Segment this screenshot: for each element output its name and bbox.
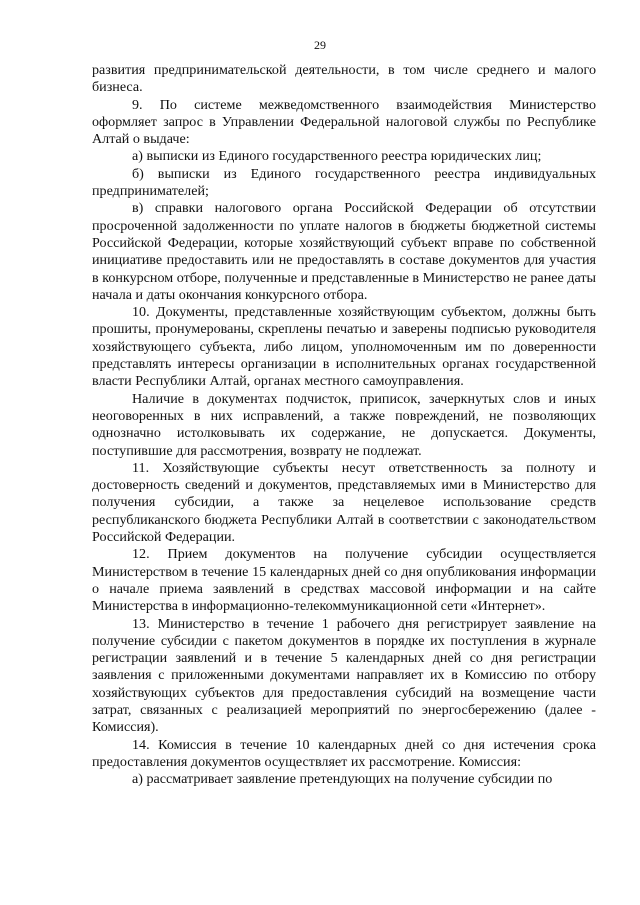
- paragraph-item-9: 9. По системе межведомственного взаимодействия Министерство оформляет запрос в Управлении Федеральной налоговой службы по Республике Алтай о выдаче:: [92, 96, 596, 148]
- paragraph-continuation: развития предпринимательской деятельности, в том числе среднего и малого бизнеса.: [92, 62, 596, 96]
- paragraph-item-14: 14. Комиссия в течение 10 календарных дней со дня истечения срока предоставления документов осуществляет их рассмотрение. Комиссия:: [92, 736, 596, 770]
- paragraph-subitem-a: а) выписки из Единого государственного реестра юридических лиц;: [132, 148, 542, 165]
- paragraph-item-11: 11. Хозяйствующие субъекты несут ответственность за полноту и достоверность сведений и документов, представляемых ими в Министерство для получения субсидии, а также за нецелевое использование средств республиканского бюджета Республики Алтай в соответствии с законодательством Российской Федерации.: [92, 459, 596, 546]
- paragraph-item-10-note: Наличие в документах подчисток, приписок, зачеркнутых слов и иных неоговоренных в них исправлений, а также повреждений, не позволяющих однозначно истолковывать их содержание, не допускается. Документы, поступившие для рассмотрения, возврату не подлежат.: [92, 390, 596, 459]
- paragraph-item-14-subitem-a: а) рассматривает заявление претендующих на получение субсидии по: [132, 771, 553, 788]
- paragraph-subitem-v: в) справки налогового органа Российской Федерации об отсутствии просроченной задолженности по уплате налогов в бюджеты бюджетной системы Российской Федерации, которые хозяйствующий субъект вправе по собственной инициативе предоставить или не предоставлять в составе документов для участия в конкурсном отборе, полученные и представленные в Министерство не ранее даты начала и даты окончания конкурсного отбора.: [92, 200, 596, 303]
- paragraph-item-13: 13. Министерство в течение 1 рабочего дня регистрирует заявление на получение субсидии с пакетом документов в порядке их поступления в журнале регистрации заявлений и в течение 5 календарных дней со дня регистрации заявления с приложенными документами направляет их в Комиссию по отбору хозяйствующих субъектов для предоставления субсидий на возмещение части затрат, связанных с реализацией мероприятий по энергосбережению (далее - Комиссия).: [92, 615, 596, 736]
- paragraph-subitem-b: б) выписки из Единого государственного реестра индивидуальных предпринимателей;: [92, 165, 596, 200]
- paragraph-item-12: 12. Прием документов на получение субсидии осуществляется Министерством в течение 15 календарных дней со дня опубликования информации о начале приема заявлений в средствах массовой информации и на сайте Министерства в информационно-телекоммуникационной сети «Интернет».: [92, 546, 596, 615]
- document-body: [92, 62, 596, 788]
- page-number: 29: [314, 38, 326, 52]
- paragraph-item-10: 10. Документы, представленные хозяйствующим субъектом, должны быть прошиты, пронумерованы, скреплены печатью и заверены подписью руководителя хозяйствующего субъекта, либо лицом, уполномоченным им по доверенности представлять интересы организации в исполнительных органах государственной власти Республики Алтай, органах местного самоуправления.: [92, 304, 596, 390]
